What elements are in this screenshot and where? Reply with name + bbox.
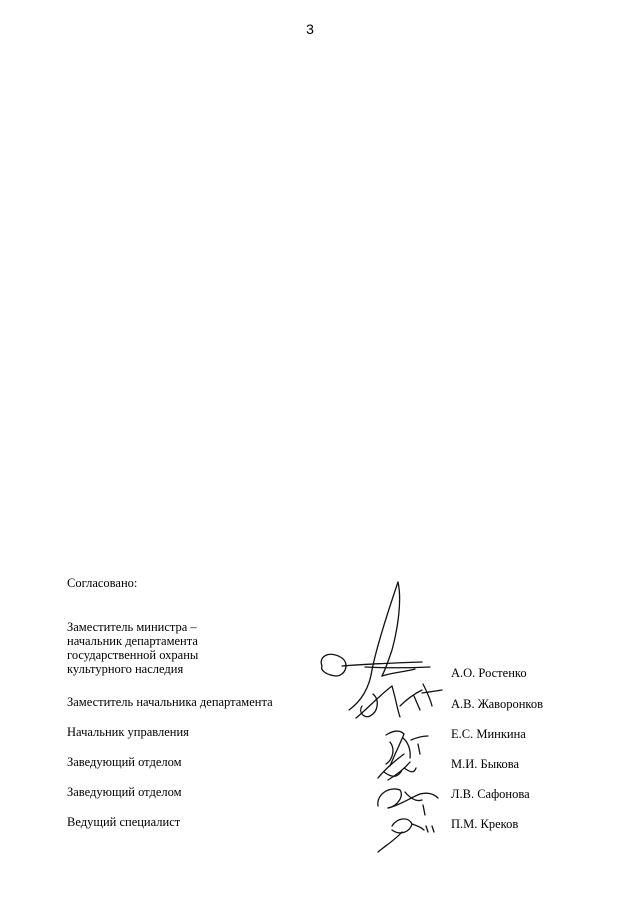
signatory-name: Е.С. Минкина (451, 727, 526, 741)
page-number: 3 (306, 21, 314, 37)
signature-krekov (378, 819, 434, 852)
signature-rostenko (321, 582, 430, 710)
signatory-position: Заместитель начальника департамента (67, 695, 273, 709)
approval-heading: Согласовано: (67, 576, 138, 590)
signatory-position: Заведующий отделом (67, 785, 182, 799)
signature-zhavoronkov (356, 684, 442, 718)
signatory-position: Заведующий отделом (67, 755, 182, 769)
signatory-name: А.О. Ростенко (451, 666, 527, 680)
signatory-name: А.В. Жаворонков (451, 697, 544, 711)
signature-bykova (378, 754, 416, 780)
signatory-position: Заместитель министра – начальник департамента государственной охраны культурного наследия (67, 620, 199, 676)
signatory-position: Начальник управления (67, 725, 189, 739)
signatory-name: П.М. Креков (451, 817, 519, 831)
signature-minkina (386, 731, 428, 766)
signatory-position: Ведущий специалист (67, 815, 181, 829)
signature-safonova (378, 789, 438, 815)
signatory-name: Л.В. Сафонова (451, 787, 530, 801)
signatory-name: М.И. Быкова (451, 757, 520, 771)
